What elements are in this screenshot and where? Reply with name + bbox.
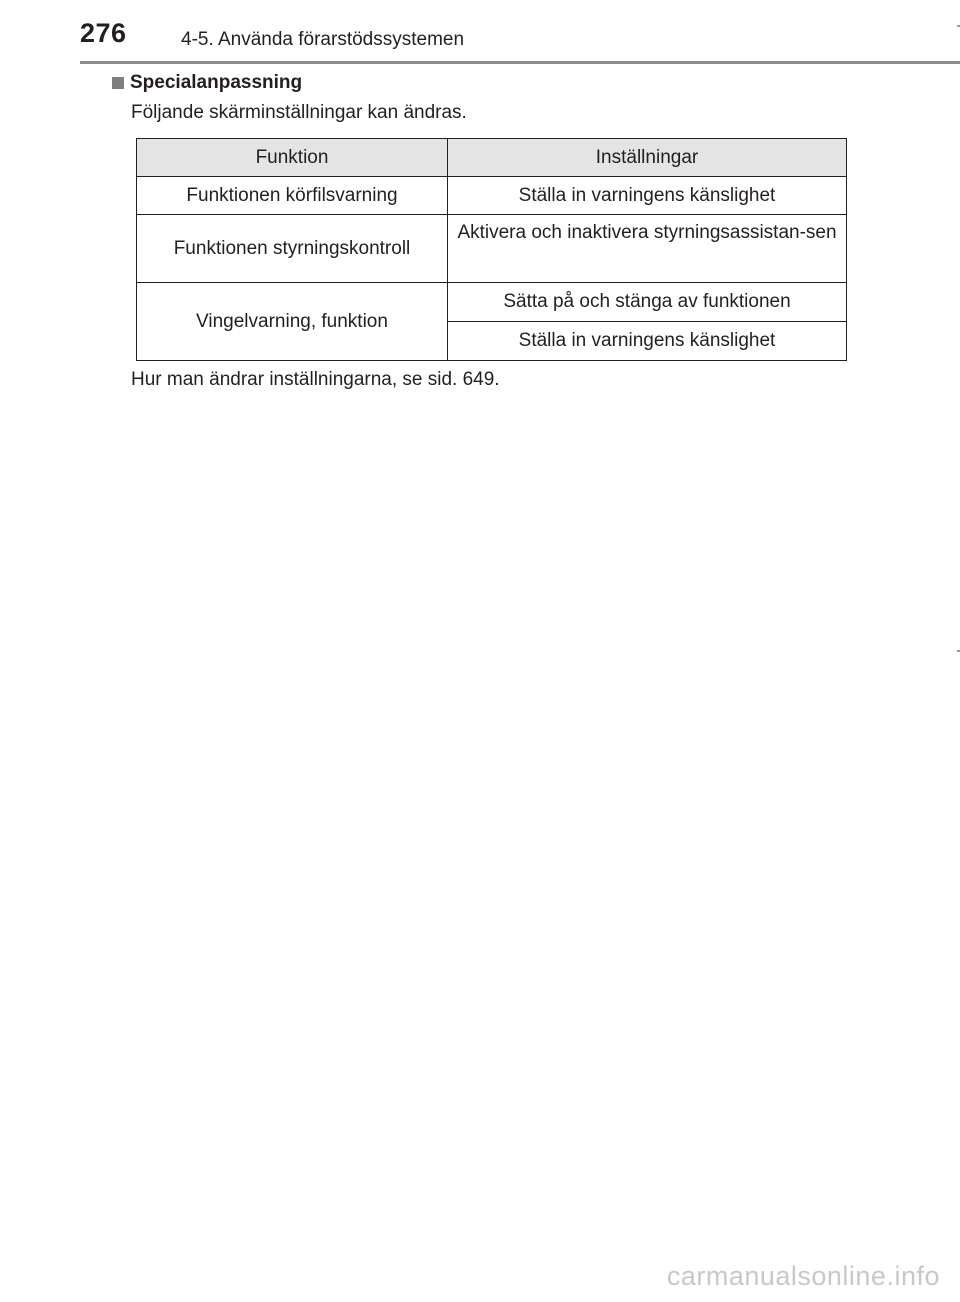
table-header-row — [137, 139, 847, 177]
chapter-title: 4-5. Använda förarstödssystemen — [181, 29, 465, 50]
intro-text: Följande skärminställningar kan ändras. — [131, 102, 467, 123]
settings-cell: Ställa in varningens känslighet — [448, 322, 847, 361]
column-header-settings: Inställningar — [448, 139, 847, 177]
table-row — [137, 283, 847, 322]
function-cell: Funktionen styrningskontroll — [137, 215, 448, 283]
header-rule — [80, 61, 960, 64]
settings-cell: Aktivera och inaktivera styrningsassistan-sen — [448, 215, 847, 283]
column-header-function: Funktion — [137, 139, 448, 177]
table-row — [137, 177, 847, 215]
footer-note: Hur man ändrar inställningarna, se sid. 649. — [131, 369, 500, 390]
settings-cell: Ställa in varningens känslighet — [448, 177, 847, 215]
settings-cell: Sätta på och stänga av funktionen — [448, 283, 847, 322]
section-heading-text: Specialanpassning — [130, 72, 303, 93]
function-cell: Funktionen körfilsvarning — [137, 177, 448, 215]
function-cell: Vingelvarning, funktion — [137, 283, 448, 361]
section-heading — [112, 72, 302, 94]
watermark: carmanualsonline.info — [666, 1261, 940, 1291]
square-bullet-icon — [112, 77, 124, 89]
page-number: 276 — [80, 18, 127, 48]
settings-table — [136, 138, 847, 361]
table-row — [137, 215, 847, 283]
